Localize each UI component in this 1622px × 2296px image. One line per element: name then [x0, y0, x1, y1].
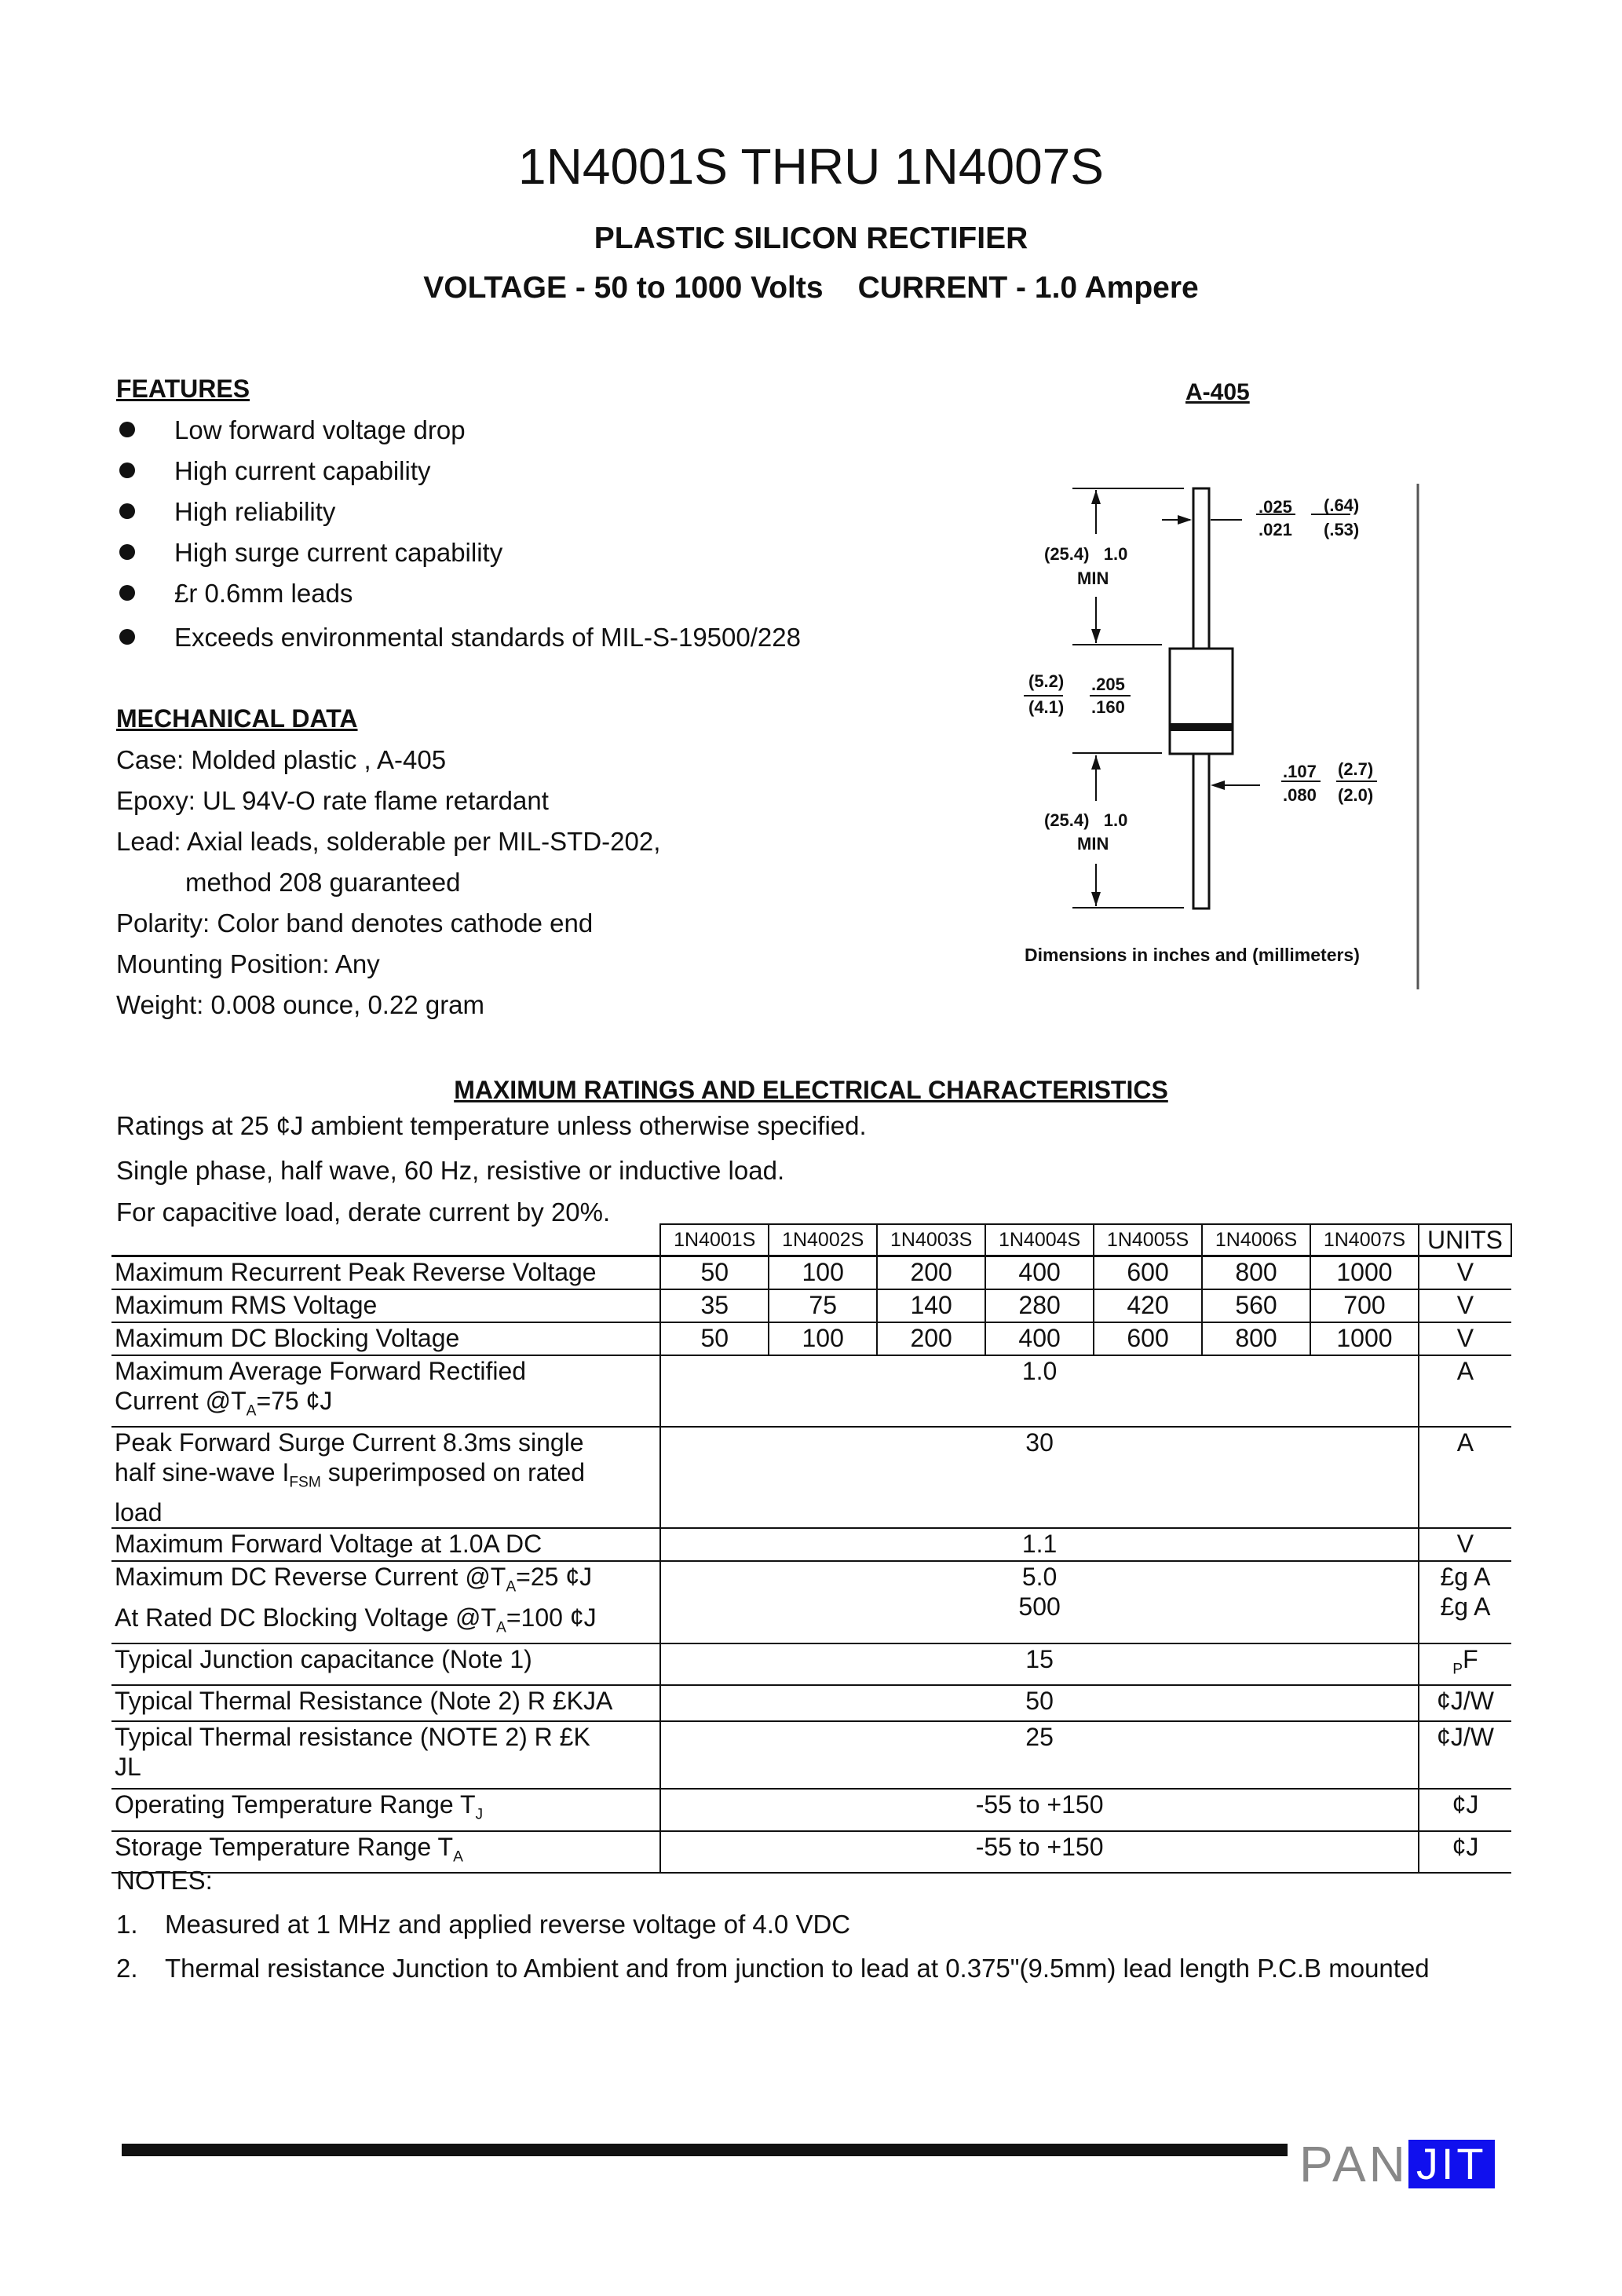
- mech-weight: Weight: 0.008 ounce, 0.22 gram: [116, 990, 485, 1019]
- lead-len-bot: (25.4) 1.0: [1044, 810, 1128, 830]
- arrow-icon: [1091, 755, 1101, 770]
- table-row: Maximum Forward Voltage at 1.0A DC 1.1 V: [111, 1528, 1511, 1561]
- voltage-current-line: [0, 271, 1622, 305]
- note-item: 2. Thermal resistance Junction to Ambient and from junction to lead at 0.375"(9.5mm) lead length P.C.B mounted: [116, 1954, 1430, 1983]
- arrow-icon: [1091, 892, 1101, 906]
- mech-lead: Lead: Axial leads, solderable per MIL-STD-202,: [116, 827, 661, 856]
- ratings-intro-1: Ratings at 25 ¢J ambient temperature unless otherwise specified.: [116, 1111, 867, 1140]
- mech-epoxy: Epoxy: UL 94V-O rate flame retardant: [116, 786, 549, 815]
- body-dia-mm-bot: (2.0): [1338, 785, 1374, 805]
- ratings-intro-2: Single phase, half wave, 60 Hz, resistive or inductive load.: [116, 1156, 785, 1185]
- features-heading: FEATURES: [116, 375, 250, 403]
- table-row: Peak Forward Surge Current 8.3ms single half sine-wave $I_{FSM}$ superimposed on rated load 30 A: [111, 1427, 1511, 1528]
- lead-len-min-bot: MIN: [1077, 834, 1109, 854]
- current-spec: CURRENT - 1.0 Ampere: [857, 271, 1199, 305]
- col-header-units: UNITS: [1419, 1224, 1511, 1256]
- arrow-icon: [1091, 629, 1101, 643]
- mech-lead-method: method 208 guaranteed: [185, 868, 461, 897]
- body-len-mm-top: (5.2): [1028, 671, 1065, 691]
- col-header-part: 1N4006S: [1202, 1224, 1310, 1256]
- table-header-row: [111, 1224, 1511, 1256]
- table-row: Operating Temperature Range $T_J$ -55 to +150 ¢J: [111, 1789, 1511, 1830]
- mech-mounting: Mounting Position: Any: [116, 949, 380, 978]
- cathode-band: [1170, 723, 1233, 731]
- lead-dia-in-top: .025: [1259, 497, 1292, 517]
- body-dia-in-top: .107: [1283, 762, 1317, 781]
- col-header-part: 1N4007S: [1310, 1224, 1419, 1256]
- diode-body: [1170, 649, 1233, 754]
- bullet-icon: [119, 422, 135, 437]
- feature-item: High current capability: [116, 455, 801, 496]
- document-subtitle: PLASTIC SILICON RECTIFIER: [594, 221, 1028, 255]
- mech-polarity: Polarity: Color band denotes cathode end: [116, 909, 594, 938]
- body-len-in-top: .205: [1091, 675, 1125, 694]
- table-row: Maximum DC Blocking Voltage 50 100 200 400 600 800 1000 V: [111, 1322, 1511, 1355]
- lead-top: [1193, 488, 1209, 665]
- col-header-part: 1N4005S: [1094, 1224, 1202, 1256]
- mechanical-heading: MECHANICAL DATA: [116, 704, 358, 733]
- table-row: Maximum RMS Voltage 35 75 140 280 420 560 700 V: [111, 1289, 1511, 1322]
- arrow-icon: [1178, 515, 1192, 525]
- col-header-part: 1N4001S: [660, 1224, 769, 1256]
- lead-dia-in-bot: .021: [1259, 520, 1292, 539]
- note-item: 1. Measured at 1 MHz and applied reverse voltage of 4.0 VDC: [116, 1910, 851, 1939]
- body-dia-in-bot: .080: [1283, 785, 1317, 805]
- col-header-part: 1N4003S: [877, 1224, 985, 1256]
- table-row: Maximum Average Forward Rectified Current $@T_A=75$ ¢J 1.0 A: [111, 1355, 1511, 1427]
- mech-case: Case: Molded plastic , A-405: [116, 745, 447, 774]
- diagram-caption: Dimensions in inches and (millimeters): [1025, 945, 1360, 965]
- table-row: Storage Temperature Range $T_A$ -55 to +150 ¢J: [111, 1831, 1511, 1873]
- table-row: Maximum DC Reverse Current $@T_A=25$ ¢J At Rated DC Blocking Voltage $@T_A=100$ ¢J 5.0 500 £g A £g A: [111, 1561, 1511, 1643]
- bullet-icon: [119, 462, 135, 478]
- bullet-icon: [119, 585, 135, 601]
- lead-len-min-top: MIN: [1077, 569, 1109, 588]
- ratings-table: [111, 1223, 1512, 1874]
- notes-heading: NOTES:: [116, 1866, 213, 1895]
- bullet-icon: [119, 503, 135, 519]
- lead-dia-mm-bot: (.53): [1324, 520, 1360, 539]
- col-header-part: 1N4002S: [769, 1224, 877, 1256]
- table-row: Maximum Recurrent Peak Reverse Voltage 50 100 200 400 600 800 1000 V: [111, 1256, 1511, 1289]
- body-len-in-bot: .160: [1091, 697, 1125, 717]
- package-label: A-405: [1185, 379, 1250, 405]
- body-len-mm-bot: (4.1): [1028, 697, 1065, 717]
- feature-item: High surge current capability: [116, 537, 801, 578]
- lead-len-top: (25.4) 1.0: [1044, 544, 1128, 564]
- feature-item: High reliability: [116, 496, 801, 537]
- mechanical-list: [116, 744, 660, 1030]
- bullet-icon: [119, 544, 135, 560]
- table-row: Typical Thermal Resistance (Note 2) R £KJA 50 ¢J/W: [111, 1685, 1511, 1721]
- document-title: 1N4001S THRU 1N4007S: [518, 138, 1104, 195]
- arrow-icon: [1211, 781, 1225, 790]
- feature-item: Low forward voltage drop: [116, 415, 801, 455]
- feature-item: Exceeds environmental standards of MIL-S-19500/228: [116, 622, 801, 663]
- col-header-part: 1N4004S: [985, 1224, 1094, 1256]
- brand-logo: [1299, 2136, 1495, 2192]
- table-row: Typical Thermal resistance (NOTE 2) R £K JL 25 ¢J/W: [111, 1721, 1511, 1789]
- ratings-heading: MAXIMUM RATINGS AND ELECTRICAL CHARACTERISTICS: [454, 1076, 1168, 1104]
- notes-section: [116, 1865, 1430, 1997]
- body-dia-mm-top: (2.7): [1338, 759, 1374, 779]
- table-row: Typical Junction capacitance (Note 1) 15 $_P$F: [111, 1643, 1511, 1685]
- voltage-spec: VOLTAGE - 50 to 1000 Volts: [423, 271, 824, 305]
- lead-dia-mm-top: (.64): [1324, 495, 1360, 515]
- lead-bottom: [1193, 754, 1209, 909]
- bullet-icon: [119, 629, 135, 645]
- feature-item: £r 0.6mm leads: [116, 578, 801, 619]
- logo-jit: JIT: [1408, 2140, 1495, 2188]
- logo-pan: PAN: [1299, 2136, 1408, 2192]
- footer-rule: [122, 2144, 1288, 2156]
- features-list: [116, 415, 801, 663]
- ratings-intro-3: For capacitive load, derate current by 20%.: [116, 1197, 611, 1227]
- arrow-icon: [1091, 490, 1101, 504]
